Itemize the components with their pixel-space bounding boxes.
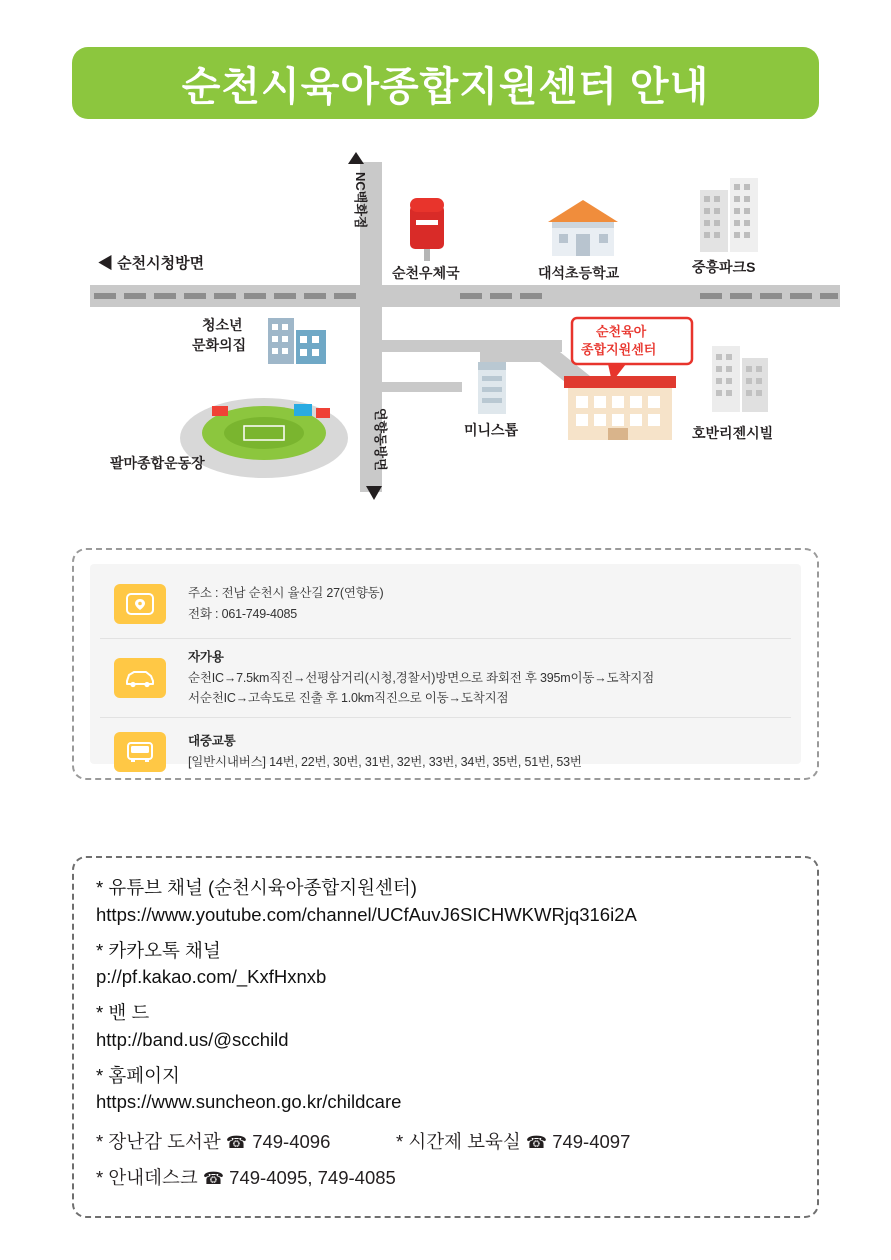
info-text-address — [188, 583, 383, 624]
bus-icon — [114, 732, 166, 772]
homepage-url[interactable]: https://www.suncheon.go.kr/childcare — [96, 1091, 402, 1113]
hourly-care-label: * 시간제 보육실 — [396, 1131, 521, 1153]
info-desk-number: 749-4095, 749-4085 — [229, 1166, 396, 1188]
kakao-url[interactable]: p://pf.kakao.com/_KxfHxnxb — [96, 966, 327, 988]
info-box — [72, 548, 819, 780]
info-row-car — [100, 638, 791, 717]
telephone-icon: ☎ — [225, 1133, 248, 1153]
homepage-label: * 홈페이지 — [96, 1064, 180, 1086]
kakao-label: * 카카오톡 채널 — [96, 939, 221, 961]
phone-line: 전화 : 061-749-4085 — [188, 607, 298, 621]
ministop-icon — [478, 362, 506, 414]
link-group-band — [96, 999, 795, 1054]
center-building-icon — [564, 376, 676, 440]
info-desk-entry — [96, 1160, 396, 1195]
svg-text:종합지원센터: 종합지원센터 — [581, 342, 657, 357]
car-icon — [114, 658, 166, 698]
address-line: 주소 : 전남 순천시 율산길 27(연향동) — [188, 586, 384, 601]
info-desk-label: * 안내데스크 — [96, 1166, 198, 1188]
phone-row-info-desk — [96, 1160, 795, 1195]
car-route-1: 순천IC→7.5km직진→선평삼거리(시청,경찰서)방면으로 좌회전 후 395m이동→도착지점 — [188, 670, 655, 685]
page-title: 순천시육아종합지원센터 안내 — [181, 64, 710, 109]
info-text-bus — [188, 731, 582, 772]
link-group-kakao — [96, 937, 795, 992]
map-label-nc-department: NC백화점 — [353, 172, 368, 229]
post-office-icon — [410, 198, 444, 261]
map-label-post-office: 순천우체국 — [392, 265, 460, 281]
car-route-2: 서순천IC→고속도로 진출 후 1.0km직진으로 이동→도착지점 — [188, 691, 509, 706]
info-text-car — [188, 647, 654, 709]
youtube-label: * 유튜브 채널 (순천시육아종합지원센터) — [96, 877, 417, 898]
bus-heading: 대중교통 — [188, 734, 236, 749]
band-label: * 밴 드 — [96, 1002, 150, 1024]
hourly-care-entry — [396, 1124, 630, 1159]
youth-culture-house-icon — [268, 318, 326, 364]
toy-library-entry — [96, 1124, 396, 1159]
info-row-address — [100, 570, 791, 638]
map-label-palma-stadium: 팔마종합운동장 — [110, 455, 205, 471]
toy-library-number: 749-4096 — [252, 1131, 331, 1153]
youtube-url[interactable]: https://www.youtube.com/channel/UCfAuvJ6SICHWKWRjq316i2A — [96, 903, 637, 925]
map-label-elementary-school: 대석초등학교 — [538, 265, 620, 281]
location-pin-icon — [114, 584, 166, 624]
location-map — [60, 150, 840, 530]
info-box-inner — [90, 564, 801, 769]
hoban-villa-icon — [712, 346, 768, 412]
info-row-bus — [100, 717, 791, 786]
palma-stadium-icon — [180, 398, 348, 478]
map-label-youth-culture-house-1: 청소년 — [202, 317, 243, 333]
phone-row-toy-library — [96, 1124, 795, 1159]
toy-library-label: * 장난감 도서관 — [96, 1131, 221, 1153]
band-url[interactable]: http://band.us/@scchild — [96, 1028, 289, 1050]
telephone-icon: ☎ — [525, 1133, 548, 1153]
links-box — [72, 856, 819, 1218]
map-label-cityhall-direction: ◀ 순천시청방면 — [98, 255, 205, 272]
hourly-care-number: 749-4097 — [552, 1131, 631, 1153]
svg-text:순천육아: 순천육아 — [596, 324, 647, 339]
center-callout — [572, 318, 692, 382]
joongheung-park-icon — [700, 178, 758, 252]
link-group-youtube — [96, 874, 795, 929]
bus-routes: [일반시내버스] 14번, 22번, 30번, 31번, 32번, 33번, 34번, 35번, 51번, 53번 — [188, 754, 582, 769]
map-label-youth-culture-house-2: 문화의집 — [192, 337, 247, 353]
map-label-yeonhyang-direction: 연향동방면 — [373, 408, 388, 471]
car-heading: 자가용 — [188, 650, 224, 664]
map-label-joongheung-park: 중흥파크S — [692, 259, 756, 275]
map-label-ministop: 미니스톱 — [464, 422, 519, 438]
link-group-homepage — [96, 1062, 795, 1117]
telephone-icon: ☎ — [202, 1168, 225, 1188]
elementary-school-icon — [548, 200, 618, 256]
map-label-hoban-villa: 호반리젠시빌 — [692, 425, 774, 441]
page-title-banner — [72, 47, 819, 119]
